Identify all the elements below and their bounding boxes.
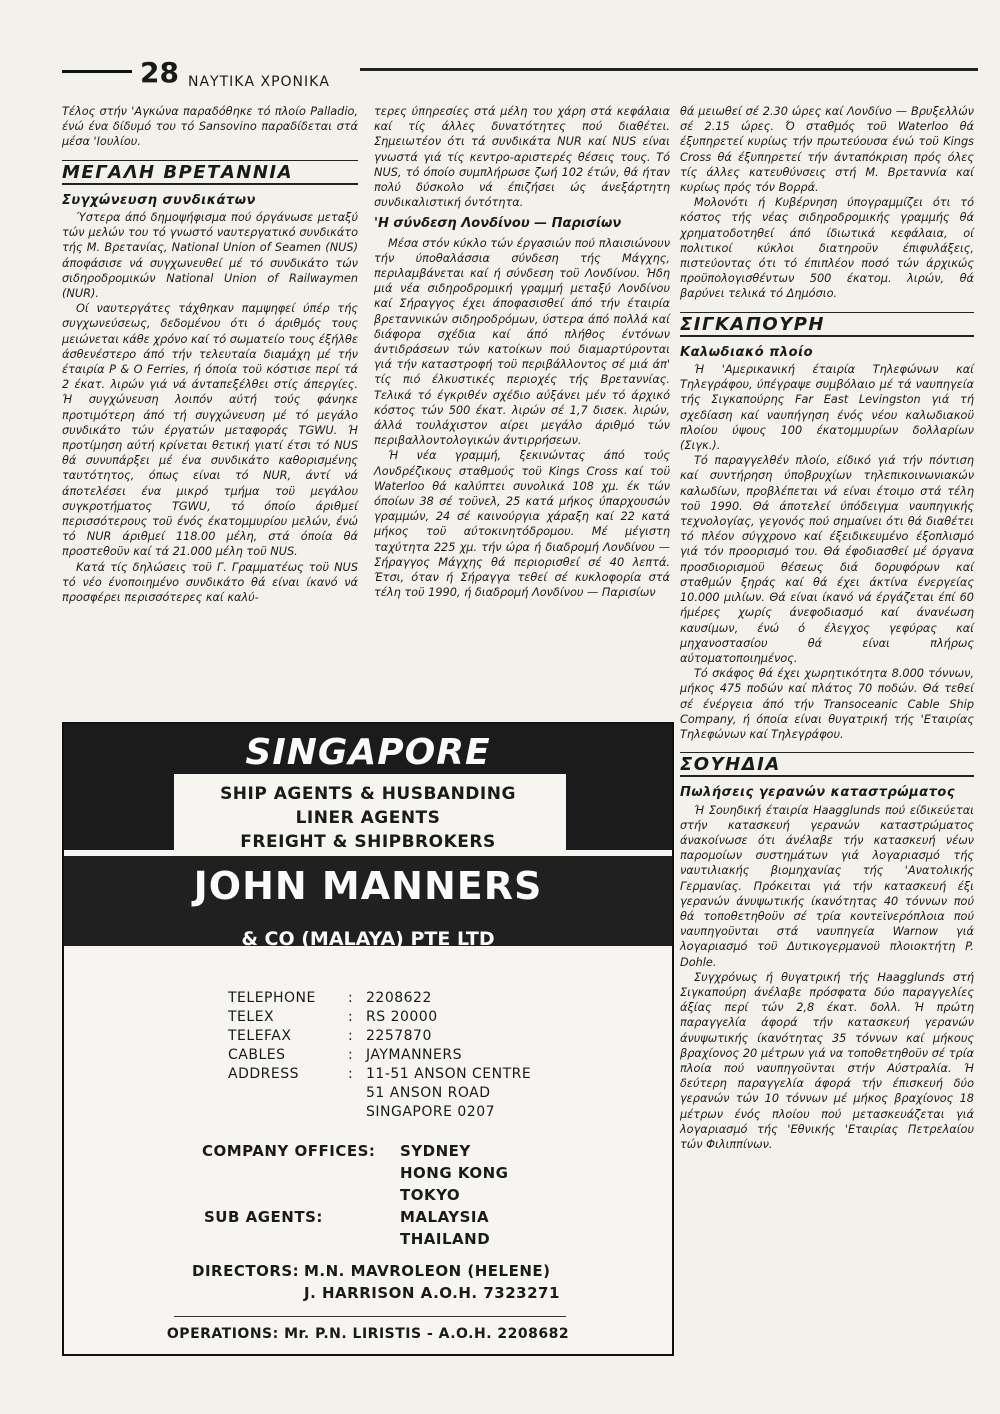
section-heading-sweden: ΣΟΥΗΔΙΑ [680,752,974,777]
paragraph: Ή 'Αμερικανική έταιρία Τηλεφώνων καί Τηλεγράφου, ύπέγραψε συμβόλαιο μέ τά ναυπηγεία τής Σιγκαπούρης Far East Levingston γιά τή σχεδίαση καί ναυπήγηση ένός νέου καλωδιακοϋ πλοίου ύψους 100 έκατομμυρίων δολλαρίων (Σιγκ.). [680,363,974,453]
ad-contact-value: RS 20000 [366,1009,438,1025]
ad-contact-value: 11-51 ANSON CENTRE [366,1066,532,1082]
ad-operations: OPERATIONS: Mr. P.N. LIRISTIS - A.O.H. 2208682 [166,1326,570,1342]
ad-address-line: SINGAPORE 0207 [366,1104,496,1120]
colon-separator: : [348,1066,354,1082]
column-1 [62,104,358,605]
ad-office: TOKYO [400,1186,461,1204]
intro-paragraph: Τέλος στήν 'Αγκώνα παραδόθηκε τό πλοίο Palladio, ένώ ένα δίδυμό του τό Sansovino παραδίδεται στά μέσα 'Ιουλίου. [62,105,358,149]
paragraph: θά μειωθεί σέ 2.30 ώρες καί Λονδίνο — Βρυξελλών σέ 2.15 ώρες. Ό σταθμός τοϋ Waterloo θά έξυπηρετεί κυρίως τήν πρωτεύουσα ένώ τοϋ Kings Cross θά έξυπηρετεί τήν άνταπόκριση πρός όλες τίς άλλες κατευθύνσεις στή Μ. Βρεταννία καί κυρίως πρός τόν Βορρά. [680,105,974,195]
ad-company-subname: & CO (MALAYA) PTE LTD [241,928,495,950]
paragraph: Συγχρόνως ή θυγατρική τής Haagglunds στή Σιγκαπούρη άνέλαβε πρόσφατα δύο παραγγελίες άξίας περί τών 2,8 έκατ. δολλ. Ή πρώτη παραγγελία άφορά τήν κατασκευή γερανών άνυψωτικής ίκανότητας 35 τόννων καί μήκους βραχίονος 20 μέτρων γιά να τοποθετηθοϋν σέ τρία πλοία πού ναυπηγοϋνται στήν Αύστραλία. Ή δεύτερη παραγγελία άφορά τήν έπισκευή δύο γερανών τών 10 τόννων μέ μήκος βραχίονος 18 μέτρων ένός πλοίου πού μετασκευάζεται γιά λογαριασμό τής 'Εθνικής 'Εταιρίας Πετρελαίου τών Φιλιππίνων. [680,970,974,1151]
ad-director: M.N. MAVROLEON (HELENE) [304,1262,551,1280]
section-heading-singapore: ΣΙΓΚΑΠΟΥΡΗ [680,312,974,337]
ad-contact-value: 2257870 [366,1028,432,1044]
paragraph: Μέσα στόν κύκλο τών έργασιών πού πλαισιώνουν τήν ύποθαλάσσια σύνδεση τής Μάγχης, περιλαμβάνεται καί ή σύνδεση τοϋ Λονδίνου. Ήδη μιά νέα σιδηροδρομική γραμμή μεταξύ Λονδίνου καί Σήραγγος έχει άποφασισθεί άπό τήν έταιρία βρεταννικών σιδηροδρόμων, ύστερα άπό πολλά καί διάφορα σχέδια καί άπό πλήθος έντόνων άντιδράσεων τών κατοίκων πού διαμαρτύρονται γιά τήν καταστροφή τοϋ περιβάλλοντος σέ μιά άπ' τίς πιό έλκυστικές περιοχές τής Βρεταννίας. Τελικά τό έγκριθέν σχέδιο αύξάνει μέν τό άρχικό κόστος τών 500 έκατ. λιρών σέ 1,7 δισεκ. λιρών, άλλά τουλάχιστον αίρει μεγάλο άριθμό τών περιβαλλοντολογικών άντιρρήσεων. [374,236,670,448]
ad-office: HONG KONG [400,1164,509,1182]
colon-separator: : [348,990,354,1006]
ad-contact-label: CABLES [228,1047,286,1063]
subheading-crane-sales: Πωλήσεις γερανών καταστρώματος [680,785,956,801]
subheading-union-merger: Συγχώνευση συνδικάτων [62,192,256,208]
paragraph: Ύστερα άπό δημοψήφισμα πού όργάνωσε μεταξύ τών μελών του τό γνωστό ναυτεργατικό συνδικάτο τής Μ. Βρετανίας, National Union of Seamen (NUS) άποφάσισε νά συγχωνευθεί μέ τό συνδικάτο τών σιδηροδρομικών National Union of Railwaymen (NUR). [62,211,358,301]
paragraph: Ή Σουηδική έταιρία Haagglunds πού είδικεύεται στήν κατασκευή γερανών καταστρώματος άνακοίνωσε ότι άνέλαβε τήν κατασκευή νέων παρομοίων συστημάτων γιά λογαριασμό τής ναυτιλιακής βιομηχανίας τής 'Ανατολικής Γερμανίας. Πρόκειται γιά τήν κατασκευή έξι γερανών άνυψωτικής ίκανότητας 40 τόννων πού θά τοποθετηθοϋν σέ τρία κοντεϊνερόπλοια πού ναυπηγοϋνται στά ναυπηγεία Warnow γιά λογαριασμό τοϋ Δυτικογερμανοϋ πλοιοκτήτη P. Dohle. [680,803,974,969]
header-rule-left [62,70,132,73]
paragraph: Τό σκάφος θά έχει χωρητικότητα 8.000 τόννων, μήκος 475 ποδών καί πλάτος 70 ποδών. Θά τεθεί σέ ένέργεια άπό τήν Transoceanic Cable Ship Company, ή όποία είναι θυγατρική τής 'Εταιρίας Τηλεφώνων καί Τηλεγράφου. [680,667,974,741]
page-number: 28 [140,56,179,89]
section-heading-great-britain: ΜΕΓΑΛΗ ΒΡΕΤΑΝΝΙΑ [62,160,358,185]
ad-contact-label: ADDRESS [228,1066,299,1082]
paragraph: Ή νέα γραμμή, ξεκινώντας άπό τούς Λονδρέζικους σταθμούς τοϋ Kings Cross καί τοϋ Waterloo θά καλύπτει συνολικά 108 χμ. έκ τών όποίων 38 σέ τοϋνελ, 25 κατά μήκος ύπαρχουσών γραμμών, 24 σέ καινούργια χάραξη καί 22 κατά μήκος τοϋ αύτοκινητόδρομου. Μέ μέγιστη ταχύτητα 225 χμ. τήν ώρα ή διαδρομή Λονδίνου — Σήραγγος Μάγχης θά περιορισθεί σέ 40 λεπτά. Έτσι, όταν ή Σήραγγα τεθεί σέ κυκλοφορία στά τέλη τοϋ 1990, ή διαδρομή Λονδίνου — Παρισίων [374,449,670,600]
paragraph: Οί ναυτεργάτες τάχθηκαν παμψηφεί ύπέρ τής συγχωνεύσεως, δεδομένου ότι ό άριθμός τους μειώνεται κάθε χρόνο καί τό σωματείο τους έξήλθε άσθενέστερο άπό τήν τελευταία διαμάχη μέ τήν έταιρία P & O Ferries, ή όποία τοϋ κόστισε περί τά 2 έκατ. λιρών γιά νά άνταπεξέλθει στίς άπεργίες. Ή συγχώνευση λοιπόν αύτή τούς φάνηκε προτιμότερη άπό τή συγχώνευση μέ τό μεγάλο συνδικάτο τών έργατών μεταφοράς TGWU. Ή προτίμηση αύτή κρίνεται θετική γιατί έτσι τό NUS θά συνυπάρξει μέ ένα συνδικάτο καθορισμένης ταυτότητος, όπως είναι τό NUR, άντί νά άποτελέσει ένα μικρό τμήμα τοϋ μεγάλου συγκροτήματος TGWU, τό όποίο άριθμεί περισσότερους τοϋ ένός έκατομμυρίου μελών, ένώ τό NUR άριθμεί 118.00 μέλη, στά όποία θά προστεθοϋν καί τά 21.000 μέλη τοϋ NUS. [62,302,358,559]
publication-title: ΝΑΥΤΙΚΑ ΧΡΟΝΙΚΑ [188,74,330,90]
ad-subagent: THAILAND [400,1230,491,1248]
colon-separator: : [348,1047,354,1063]
colon-separator: : [348,1028,354,1044]
ad-directors-label: DIRECTORS: [192,1262,300,1280]
ad-contact-label: TELEFAX [228,1028,292,1044]
ad-address-line: 51 ANSON ROAD [366,1085,491,1101]
subheading-cable-ship: Καλωδιακό πλοίο [680,344,814,360]
paragraph: Κατά τίς δηλώσεις τοϋ Γ. Γραμματέως τοϋ NUS τό νέο ένοποιημένο συνδικάτο θά είναι ίκανό νά προσφέρει περισσότερες καί καλύ- [62,560,358,605]
ad-subagents-label: SUB AGENTS: [204,1208,323,1226]
ad-contact-label: TELEX [228,1009,275,1025]
paragraph: Τό παραγγελθέν πλοίο, είδικό γιά τήν πόντιση καί συντήρηση ύποβρυχίων τηλεπικοινωνιακών καλωδίων, προβλέπεται νά είναι έτοιμο στά τέλη τοϋ 1990. Θά άποτελεί ύπόδειγμα ναυπηγικής τεχνολογίας, γεγονός πού σημαίνει ότι θά διαθέτει τό πλέον σύγχρονο καί έξειδικευμένο έξοπλισμό γιά τόν προορισμό του. Θά έφοδιασθεί μέ όργανα προσδιορισμοϋ θέσεως διά δορυφόρων καί σταθμών ξηράς καί θά έχει άκτίνα ένεργείας 10.000 μιλίων. Θά είναι ίκανό νά έργάζεται έπί 60 ήμέρες χωρίς άνεφοδιασμό καί άνανέωση καυσίμων, ένώ ό έλεγχος γεφύρας καί μηχανοστασίου θά είναι πλήρως αύτοματοποιημένος. [680,454,974,665]
ad-service-line: LINER AGENTS [295,808,441,828]
paragraph: Μολονότι ή Κυβέρνηση ύπογραμμίζει ότι τό κόστος τής νέας σιδηροδρομικής γραμμής θά χρηματοδοτηθεί άπό ίδιωτικά κεφάλαια, οί πολιτικοί κύκλοι διατηροϋν έπιφυλάξεις, πιστεύοντας ότι τό έπιπλέον ποσό τών άρχικώς προϋπολογισθέντων 500 έκατομ. λιρών, θά βαρύνει τελικά τό Δημόσιο. [680,196,974,301]
column-3 [680,104,974,1152]
header-rule-right [360,68,978,71]
ad-service-line: FREIGHT & SHIPBROKERS [240,832,496,852]
ad-service-line: SHIP AGENTS & HUSBANDING [220,784,516,804]
paragraph: τερες ύπηρεσίες στά μέλη του χάρη στά κεφάλαια καί τίς άλλες δυνατότητες πού διαθέτει. Σημειωτέον ότι τά συνδικάτα NUR καί NUS είναι γνωστά γιά τίς κεντρο-αριστερές θέσεις τους. Τό NUS, τό όποίο συμπλήρωσε ζωή 102 έτών, θά ήταν πολύ δύσκολο νά έπιζήσει ώς άνεξάρτητη συνδικαλιστική όντότητα. [374,105,670,210]
column-2 [374,104,670,601]
ad-divider [174,1316,566,1317]
ad-subagent: MALAYSIA [400,1208,490,1226]
ad-offices-label: COMPANY OFFICES: [202,1142,376,1160]
ad-contact-value: JAYMANNERS [366,1047,462,1063]
ad-company-name: JOHN MANNERS [193,864,543,908]
ad-contact-label: TELEPHONE [228,990,316,1006]
ad-director: J. HARRISON A.O.H. 7323271 [304,1284,560,1302]
advertisement-john-manners [62,722,674,1356]
subheading-london-paris: 'Η σύνδεση Λονδίνου — Παρισίων [374,216,622,232]
ad-contact-value: 2208622 [366,990,432,1006]
ad-title: SINGAPORE [245,732,491,773]
colon-separator: : [348,1009,354,1025]
ad-office: SYDNEY [400,1142,471,1160]
